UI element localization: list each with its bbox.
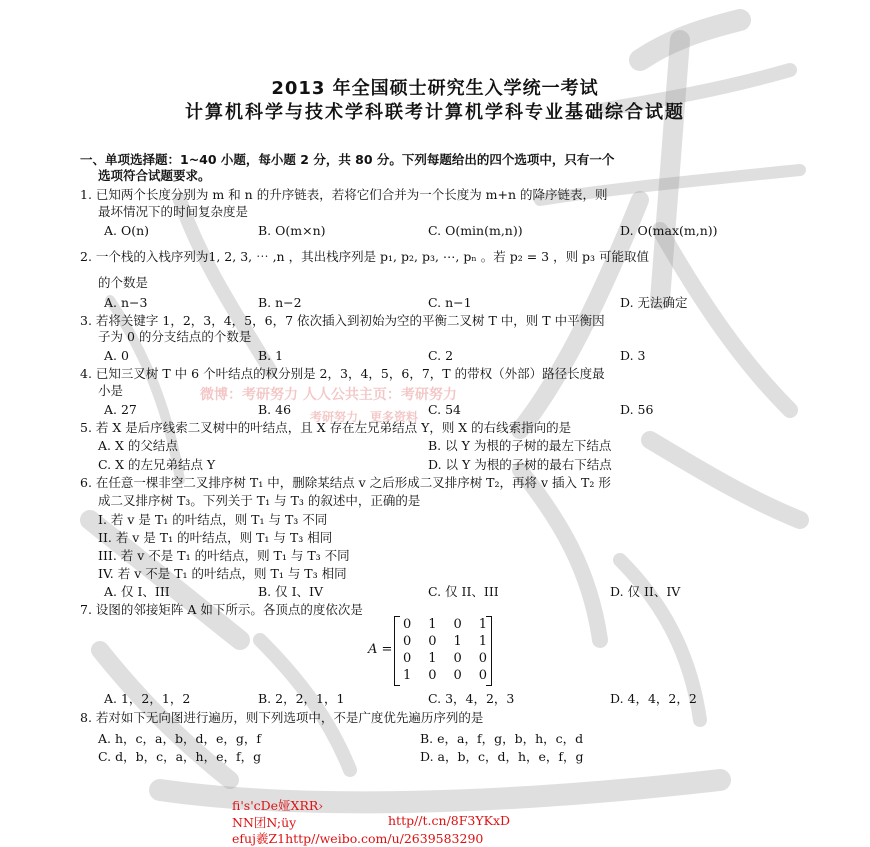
q6-option-d: D. 仅 II、IV xyxy=(610,584,681,599)
q5-stem-line1: 5. 若 X 是后序线索二叉树中的叶结点，且 X 存在左兄弟结点 Y，则 X 的右线索指向的是 xyxy=(80,420,572,435)
q6-stem-line2: 成二叉排序树 T₃。下列关于 T₁ 与 T₃ 的叙述中，正确的是 xyxy=(98,493,421,508)
q4-option-d: D. 56 xyxy=(620,402,654,417)
q8-option-c: C. d，b，c，a，h，e，f，g xyxy=(98,749,262,764)
q1-option-c: C. O(min(m,n)) xyxy=(428,223,523,238)
matrix-cell: 0 xyxy=(403,634,412,649)
q3-stem-line1: 3. 若将关键字 1，2，3，4，5，6，7 依次插入到初始为空的平衡二叉树 T 中，则 T 中平衡因 xyxy=(80,313,605,328)
q6-option-b: B. 仅 I、IV xyxy=(258,584,324,599)
matrix-row xyxy=(403,668,487,683)
exam-title-line2: 计算机科学与技术学科联考计算机学科专业基础综合试题 xyxy=(185,102,685,123)
watermark-text-line1: 微博：考研努力 人人公共主页：考研努力 xyxy=(200,387,457,403)
matrix-cell: 0 xyxy=(453,617,462,632)
matrix-cell: 1 xyxy=(403,668,412,683)
q6-option-a: A. 仅 I、III xyxy=(104,584,170,599)
matrix-cell: 0 xyxy=(478,651,487,666)
matrix-cell: 0 xyxy=(478,668,487,683)
matrix-row xyxy=(403,617,487,632)
q2-stem-line1: 2. 一个栈的入栈序列为1, 2, 3, ⋯ ,n ，其出栈序列是 p₁, p₂, p₃, ⋯, pₙ 。若 p₂ = 3 ，则 p₃ 可能取值 xyxy=(80,249,650,264)
q1-option-a: A. O(n) xyxy=(104,223,150,238)
q8-option-a: A. h，c，a，b，d，e，g，f xyxy=(98,731,262,746)
q5-option-d: D. 以 Y 为根的子树的最右下结点 xyxy=(428,457,612,472)
matrix-cell: 1 xyxy=(428,651,437,666)
q7-option-b: B. 2，2，1，1 xyxy=(258,691,345,706)
q1-option-b: B. O(m×n) xyxy=(258,223,326,238)
q7-stem-line1: 7. 设图的邻接矩阵 A 如下所示。各顶点的度依次是 xyxy=(80,602,363,617)
q7-option-c: C. 3，4，2，3 xyxy=(428,691,515,706)
q2-option-b: B. n−2 xyxy=(258,295,302,310)
q6-option-c: C. 仅 II、III xyxy=(428,584,499,599)
matrix-cell: 1 xyxy=(478,634,487,649)
q1-option-d: D. O(max(m,n)) xyxy=(620,223,718,238)
matrix-row xyxy=(403,634,487,649)
matrix-cell: 1 xyxy=(478,617,487,632)
q2-option-a: A. n−3 xyxy=(104,295,148,310)
q4-option-b: B. 46 xyxy=(258,402,292,417)
q6-item-1: I. 若 v 是 T₁ 的叶结点，则 T₁ 与 T₃ 不同 xyxy=(98,512,328,527)
q6-item-3: III. 若 v 不是 T₁ 的叶结点，则 T₁ 与 T₃ 不同 xyxy=(98,548,350,563)
q1-stem-line1: 1. 已知两个长度分别为 m 和 n 的升序链表，若将它们合并为一个长度为 m+n 的降序链表，则 xyxy=(80,187,608,202)
matrix-cell: 0 xyxy=(403,617,412,632)
q4-option-c: C. 54 xyxy=(428,402,461,417)
matrix-brackets xyxy=(394,616,492,686)
matrix-cell: 0 xyxy=(428,668,437,683)
q7-option-d: D. 4，4，2，2 xyxy=(610,691,697,706)
matrix-cell: 0 xyxy=(403,651,412,666)
footer-line2-left: NN团N;üy xyxy=(232,815,297,830)
q2-option-c: C. n−1 xyxy=(428,295,472,310)
q4-stem-line1: 4. 已知三叉树 T 中 6 个叶结点的权分别是 2，3，4，5，6，7，T 的带权（外部）路径长度最 xyxy=(80,366,605,381)
q4-option-a: A. 27 xyxy=(104,402,137,417)
q2-stem-line2: 的个数是 xyxy=(98,275,149,290)
q3-option-d: D. 3 xyxy=(620,348,646,363)
q5-option-c: C. X 的左兄弟结点 Y xyxy=(98,457,216,472)
matrix-cell: 1 xyxy=(428,617,437,632)
q7-option-a: A. 1，2，1，2 xyxy=(104,691,191,706)
matrix-cell: 0 xyxy=(453,668,462,683)
section-heading-line2: 选项符合试题要求。 xyxy=(98,168,211,183)
q3-stem-line2: 子为 0 的分支结点的个数是 xyxy=(98,329,252,344)
q4-stem-line2: 小是 xyxy=(98,383,124,398)
q8-option-b: B. e，a，f，g，b，h，c，d xyxy=(420,731,584,746)
q8-stem-line1: 8. 若对如下无向图进行遍历，则下列选项中，不是广度优先遍历序列的是 xyxy=(80,710,484,725)
q3-option-c: C. 2 xyxy=(428,348,454,363)
section-heading-line1: 一、单项选择题：1~40 小题，每小题 2 分，共 80 分。下列每题给出的四个选项中，只有一个 xyxy=(80,152,615,167)
q3-option-a: A. 0 xyxy=(104,348,129,363)
footer-weibo-link[interactable]: efuj羲Z1http//weibo.com/u/2639583290 xyxy=(232,831,484,846)
q1-stem-line2: 最坏情况下的时间复杂度是 xyxy=(98,204,249,219)
q6-item-2: II. 若 v 是 T₁ 的叶结点，则 T₁ 与 T₃ 相同 xyxy=(98,530,333,545)
q6-stem-line1: 6. 在任意一棵非空二叉排序树 T₁ 中，删除某结点 v 之后形成二叉排序树 T₂，再将 v 插入 T₂ 形 xyxy=(80,475,611,490)
adjacency-matrix xyxy=(368,616,508,686)
footer-short-link[interactable]: http//t.cn/8F3YKxD xyxy=(388,813,511,828)
matrix-row xyxy=(403,651,487,666)
footer-line1: ﬁ's'cDe娅XRR› xyxy=(232,798,324,813)
matrix-cell: 1 xyxy=(453,634,462,649)
q8-option-d: D. a，b，c，d，h，e，f，g xyxy=(420,749,584,764)
q3-option-b: B. 1 xyxy=(258,348,284,363)
q5-option-b: B. 以 Y 为根的子树的最左下结点 xyxy=(428,438,612,453)
exam-title-line1: 2013 年全国硕士研究生入学统一考试 xyxy=(271,78,599,99)
q6-item-4: IV. 若 v 不是 T₁ 的叶结点，则 T₁ 与 T₃ 相同 xyxy=(98,566,347,581)
q2-option-d: D. 无法确定 xyxy=(620,295,688,310)
matrix-label: A = xyxy=(368,642,393,657)
matrix-cell: 0 xyxy=(453,651,462,666)
matrix-cell: 0 xyxy=(428,634,437,649)
q5-option-a: A. X 的父结点 xyxy=(98,438,178,453)
watermark-text-line2: 考研努力，更多资料 xyxy=(310,410,419,424)
